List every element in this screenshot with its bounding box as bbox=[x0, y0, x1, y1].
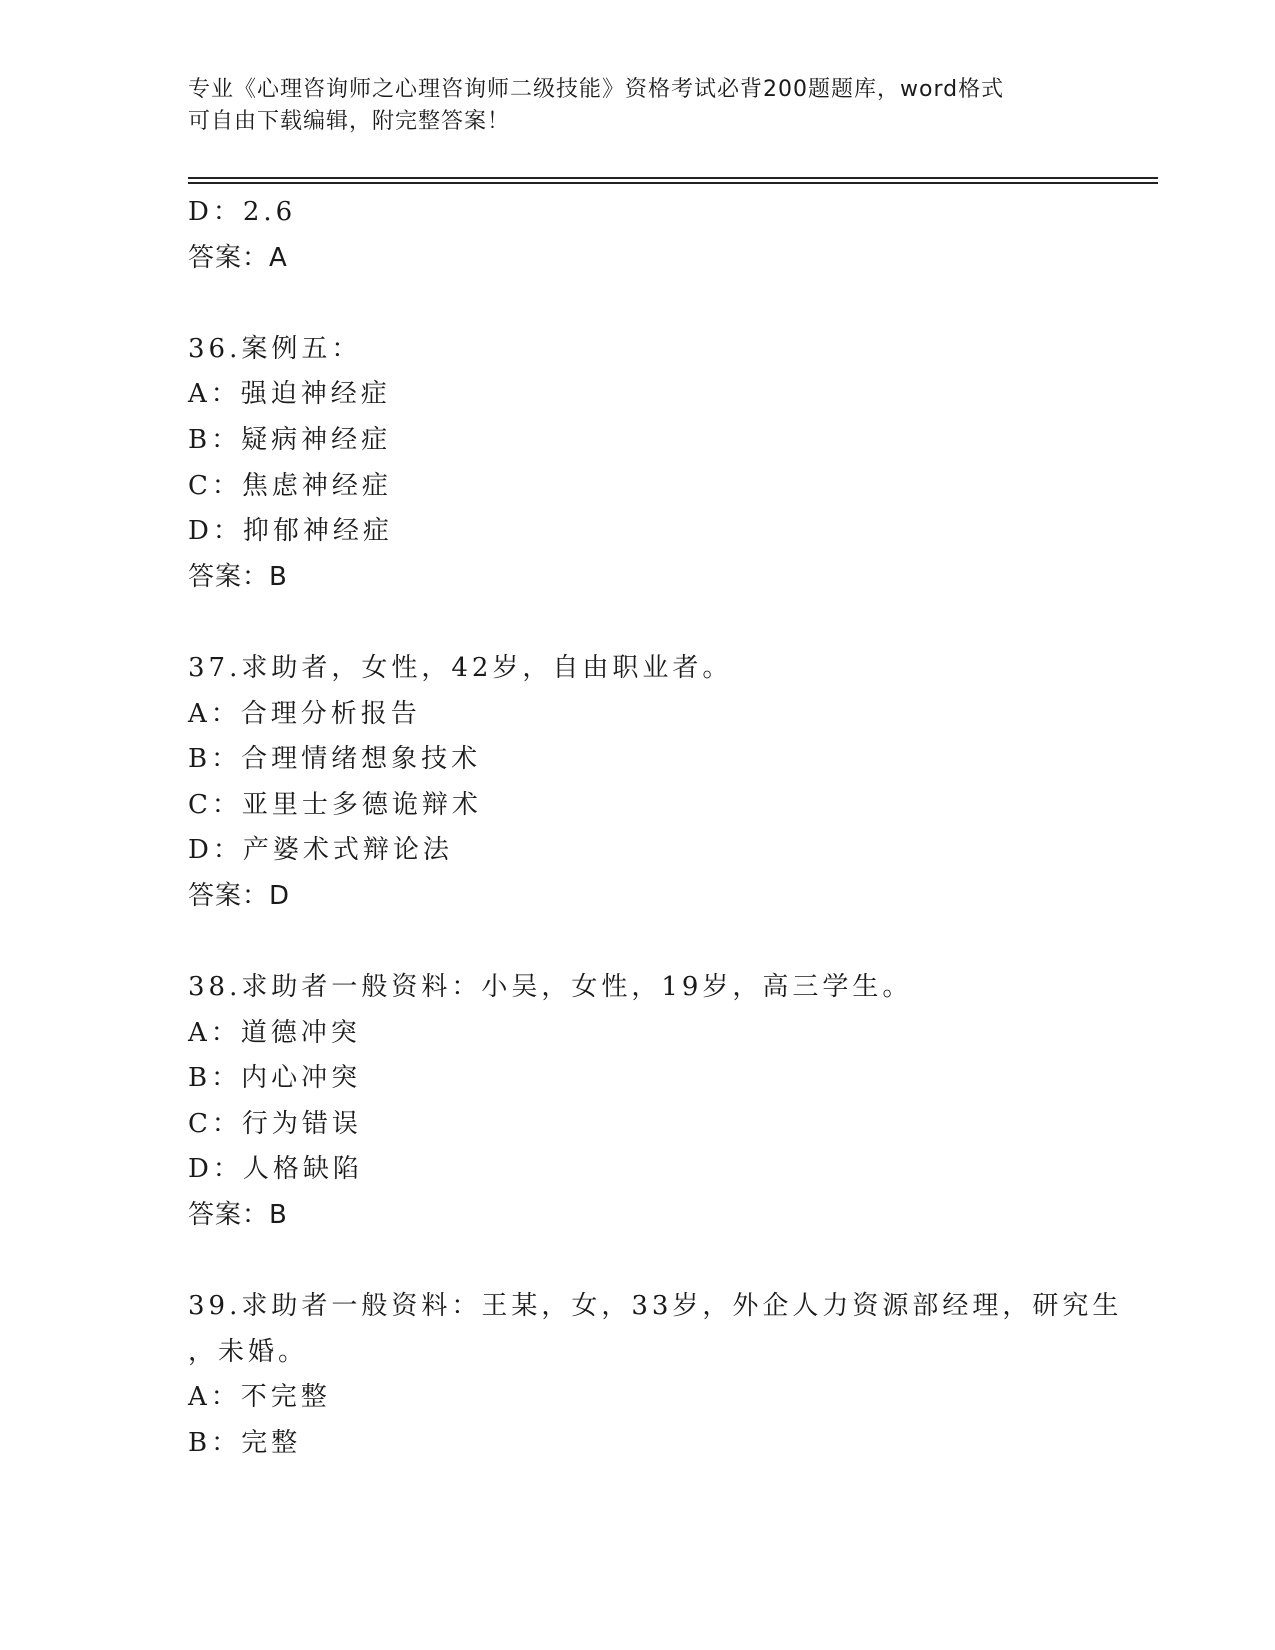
document-header bbox=[188, 74, 1088, 138]
header-line-2: 可自由下载编辑，附完整答案！ bbox=[188, 109, 511, 134]
option-d: D：抑郁神经症 bbox=[188, 516, 393, 547]
option-b: B：合理情绪想象技术 bbox=[188, 744, 482, 775]
option-c: C：亚里士多德诡辩术 bbox=[188, 789, 482, 820]
option-a: A：道德冲突 bbox=[188, 1017, 361, 1048]
option-d: D：人格缺陷 bbox=[188, 1154, 363, 1185]
question-stem-continuation: ，未婚。 bbox=[188, 1336, 309, 1367]
option-a: A：不完整 bbox=[188, 1382, 331, 1413]
spacer bbox=[188, 281, 1148, 327]
option-a: A：合理分析报告 bbox=[188, 698, 421, 729]
question-stem: 36.案例五： bbox=[188, 333, 362, 364]
spacer bbox=[188, 600, 1148, 646]
answer-line: 答案：D bbox=[188, 880, 291, 911]
header-divider-bottom bbox=[188, 182, 1158, 184]
answer-line: 答案：B bbox=[188, 1200, 288, 1231]
option-c: C：行为错误 bbox=[188, 1108, 362, 1139]
header-divider-top bbox=[188, 177, 1158, 179]
question-stem: 39.求助者一般资料：王某，女，33岁，外企人力资源部经理，研究生 bbox=[188, 1291, 1123, 1322]
document-body bbox=[188, 190, 1148, 1467]
option-b: B：疑病神经症 bbox=[188, 424, 392, 455]
question-stem: 37.求助者，女性，42岁，自由职业者。 bbox=[188, 652, 733, 683]
answer-line: 答案：A bbox=[188, 242, 288, 273]
option-b: B：完整 bbox=[188, 1428, 302, 1459]
option-a: A：强迫神经症 bbox=[188, 379, 391, 410]
option-d: D：产婆术式辩论法 bbox=[188, 835, 453, 866]
spacer bbox=[188, 920, 1148, 966]
option-d: D：2.6 bbox=[188, 197, 297, 227]
spacer bbox=[188, 1239, 1148, 1285]
option-c: C：焦虑神经症 bbox=[188, 470, 392, 501]
question-stem: 38.求助者一般资料：小吴，女性，19岁，高三学生。 bbox=[188, 972, 913, 1003]
header-line-1: 专业《心理咨询师之心理咨询师二级技能》资格考试必背200题题库，word格式 bbox=[188, 77, 1005, 102]
option-b: B：内心冲突 bbox=[188, 1063, 362, 1094]
answer-line: 答案：B bbox=[188, 561, 288, 592]
